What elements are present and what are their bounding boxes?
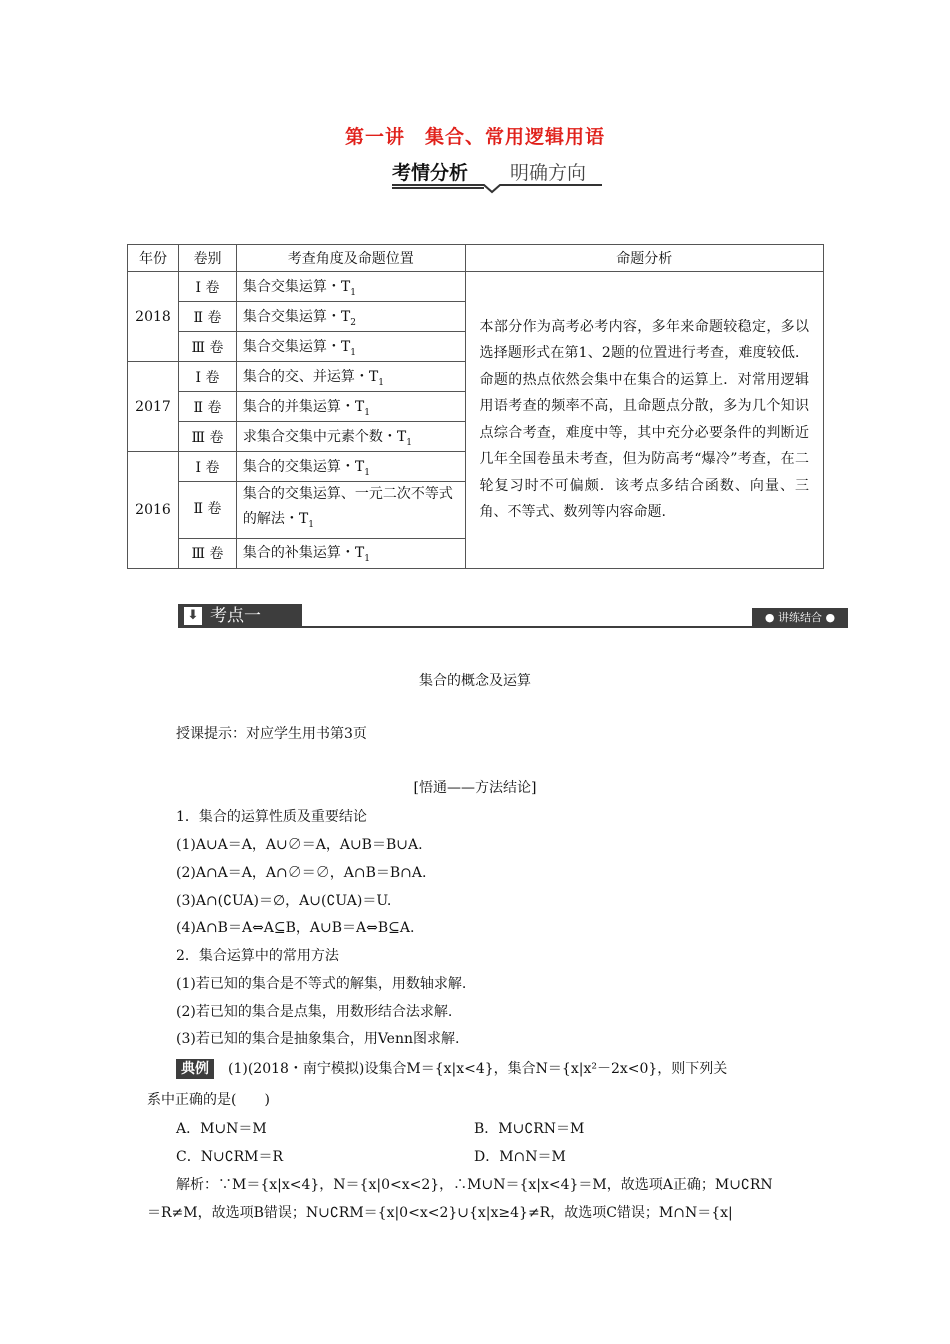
content-cell: 集合交集运算・$T_1$: [236, 332, 465, 362]
content-cell: 求集合交集中元素个数・$T_1$: [236, 422, 465, 452]
example-question: [176, 1058, 727, 1079]
list-item: (2)若已知的集合是点集，用数形结合法求解.: [176, 1004, 453, 1020]
juan-cell: Ⅰ 卷: [178, 452, 236, 482]
juan-cell: Ⅲ 卷: [178, 422, 236, 452]
content-cell: 集合交集运算・$T_1$: [236, 272, 465, 302]
example-tag: 典例: [176, 1059, 214, 1079]
juan-cell: Ⅱ 卷: [178, 302, 236, 332]
content-cell: 集合的交集运算、一元二次不等式的解法・$T_1$: [236, 482, 465, 539]
page-title: 第一讲 集合、常用逻辑用语: [344, 126, 605, 148]
arrow-down-icon: ⬇: [184, 607, 202, 625]
juan-cell: Ⅲ 卷: [178, 332, 236, 362]
content-cell: 集合的交、并运算・$T_1$: [236, 362, 465, 392]
list-item: (1)若已知的集合是不等式的解集，用数轴求解.: [176, 976, 467, 992]
year-cell: 2017: [128, 362, 179, 452]
option-d: D．M∩N＝M: [474, 1149, 566, 1165]
section-title: 集合的概念及运算: [419, 673, 531, 689]
analysis-cell: 本部分作为高考必考内容，多年来命题较稳定，多以选择题形式在第1、2题的位置进行考查，难度较低．命题的热点依然会集中在集合的运算上．对常用逻辑用语考查的频率不高，且命题点分散，多为几个知识点综合考查，难度中等，其中充分必要条件的判断近几年全国卷虽未考查，但为防高考“爆冷”考查，在二轮复习时不可偏颇．该考点多结合函数、向量、三角、不等式、数列等内容命题.: [465, 272, 823, 569]
content-cell: 集合的交集运算・$T_1$: [236, 452, 465, 482]
list-item: (4)A∩B＝A⇔A⊆B，A∪B＝A⇔B⊆A.: [176, 920, 415, 936]
question-line: 系中正确的是( ): [147, 1092, 270, 1108]
header-year: 年份: [128, 245, 179, 272]
option-c: C．N∪∁RM＝R: [176, 1149, 284, 1165]
list-item: (2)A∩A＝A，A∩∅＝∅，A∩B＝B∩A.: [176, 865, 427, 881]
method-title: [悟通——方法结论]: [413, 780, 537, 796]
list-item: (1)A∪A＝A，A∪∅＝A，A∪B＝B∪A.: [176, 837, 423, 853]
option-a: A．M∪N＝M: [176, 1121, 267, 1137]
juan-cell: Ⅱ 卷: [178, 392, 236, 422]
juan-cell: Ⅲ 卷: [178, 538, 236, 568]
banner-right: 明确方向: [510, 162, 587, 184]
year-cell: 2018: [128, 272, 179, 362]
juan-cell: Ⅱ 卷: [178, 482, 236, 539]
content-cell: 集合交集运算・$T_2$: [236, 302, 465, 332]
section-banner: [392, 156, 602, 200]
exam-analysis-table: [127, 244, 824, 569]
kaodian-bar: [178, 604, 848, 630]
solution-line: ＝R≠M，故选项B错误；N∪∁RM＝{x|0<x<2}∪{x|x≥4}≠R，故选项C错误；M∩N＝{x|: [147, 1205, 733, 1221]
juan-cell: Ⅰ 卷: [178, 272, 236, 302]
list-item: (3)A∩(∁UA)＝∅，A∪(∁UA)＝U.: [176, 893, 392, 909]
header-angle: 考查角度及命题位置: [236, 245, 465, 272]
hint-text: 授课提示：对应学生用书第3页: [176, 726, 367, 742]
table-row: [128, 272, 824, 302]
banner-left: 考情分析: [392, 162, 469, 184]
kaodian-tag: ● 讲练结合 ●: [752, 608, 848, 628]
kaodian-label: ⬇ 考点一: [178, 604, 302, 628]
year-cell: 2016: [128, 452, 179, 569]
list-item: (3)若已知的集合是抽象集合，用Venn图求解.: [176, 1031, 460, 1047]
header-juan: 卷别: [178, 245, 236, 272]
header-analysis: 命题分析: [465, 245, 823, 272]
content-cell: 集合的并集运算・$T_1$: [236, 392, 465, 422]
option-b: B．M∪∁RN＝M: [474, 1121, 585, 1137]
list-item: 2．集合运算中的常用方法: [176, 948, 339, 964]
table-header-row: [128, 245, 824, 272]
banner-underline-icon: [392, 156, 602, 200]
juan-cell: Ⅰ 卷: [178, 362, 236, 392]
solution-line: 解析：∵M＝{x|x<4}，N＝{x|0<x<2}，∴M∪N＝{x|x<4}＝M，故选项A正确；M∪∁RN: [176, 1177, 773, 1193]
question-line: (1)(2018・南宁模拟)设集合M＝{x|x<4}，集合N＝{x|x²－2x<0}，则下列关: [228, 1061, 728, 1077]
content-cell: 集合的补集运算・$T_1$: [236, 538, 465, 568]
list-item: 1．集合的运算性质及重要结论: [176, 809, 367, 825]
